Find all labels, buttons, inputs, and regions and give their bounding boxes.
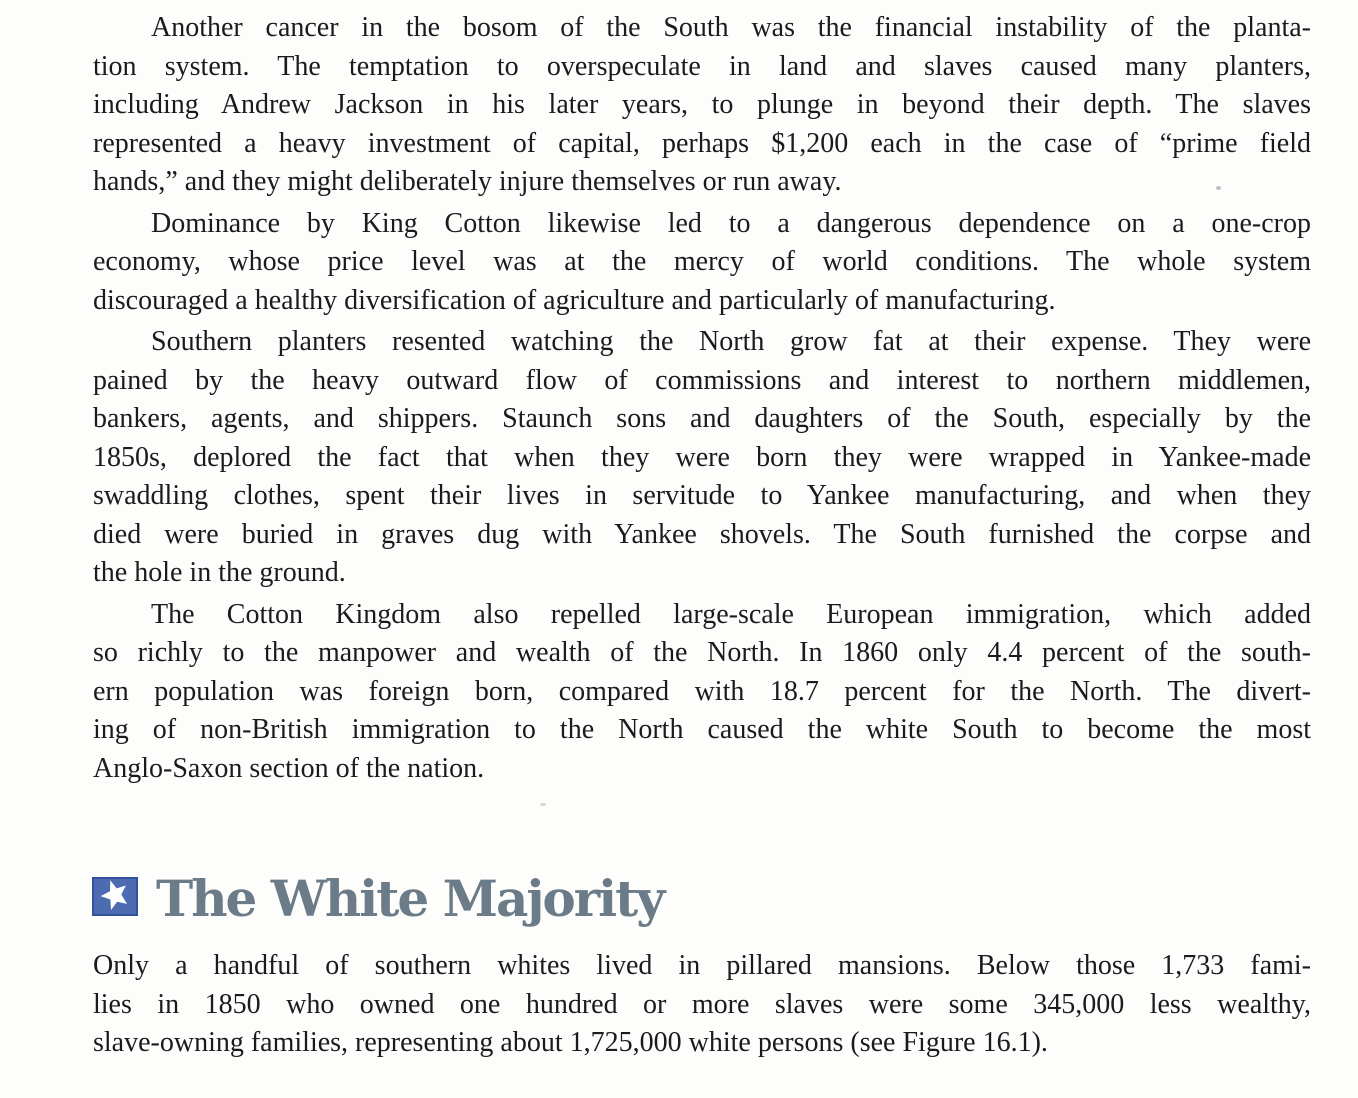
text-line: Southern planters resented watching the North grow fat at their expense. They were bbox=[151, 326, 1311, 357]
text-line: ing of non-British immigration to the North caused the white South to become the most bbox=[93, 714, 1311, 745]
body-text-upper bbox=[93, 9, 1311, 788]
text-line: swaddling clothes, spent their lives in servitude to Yankee manufacturing, and when they bbox=[93, 480, 1311, 511]
scan-artifact-smudge bbox=[540, 803, 546, 806]
paragraph bbox=[93, 596, 1311, 789]
text-line: including Andrew Jackson in his later years, to plunge in beyond their depth. The slaves bbox=[93, 89, 1311, 120]
text-line: lies in 1850 who owned one hundred or more slaves were some 345,000 less wealthy, bbox=[93, 988, 1311, 1020]
section-heading-row bbox=[92, 866, 663, 932]
star-icon bbox=[92, 866, 138, 916]
text-line: bankers, agents, and shippers. Staunch sons and daughters of the South, especially by the bbox=[93, 403, 1311, 434]
paragraph bbox=[93, 205, 1311, 321]
text-line: economy, whose price level was at the mercy of world conditions. The whole system bbox=[93, 246, 1311, 277]
text-line: hands,” and they might deliberately injure themselves or run away. bbox=[93, 166, 842, 197]
text-line: tion system. The temptation to overspeculate in land and slaves caused many planters, bbox=[93, 50, 1311, 82]
text-line: slave-owning families, representing about 1,725,000 white persons (see Figure 16.1). bbox=[93, 1027, 1048, 1058]
paragraph bbox=[93, 323, 1311, 593]
text-line: so richly to the manpower and wealth of the North. In 1860 only 4.4 percent of the south- bbox=[93, 637, 1311, 668]
text-line: discouraged a healthy diversification of agriculture and particularly of manufacturing. bbox=[93, 284, 1056, 316]
paragraph bbox=[93, 9, 1311, 202]
text-line: Another cancer in the bosom of the South was the financial instability of the planta- bbox=[151, 12, 1311, 43]
scan-artifact-dot bbox=[1216, 186, 1221, 190]
text-line: died were buried in graves dug with Yankee shovels. The South furnished the corpse and bbox=[93, 518, 1311, 550]
text-line: Anglo-Saxon section of the nation. bbox=[93, 752, 485, 784]
paragraph bbox=[93, 947, 1311, 1063]
text-line: represented a heavy investment of capital, perhaps $1,200 each in the case of “prime field bbox=[93, 127, 1311, 159]
text-line: ern population was foreign born, compared with 18.7 percent for the North. The divert- bbox=[93, 675, 1311, 707]
text-line: Dominance by King Cotton likewise led to a dangerous dependence on a one-crop bbox=[151, 207, 1311, 239]
text-line: the hole in the ground. bbox=[93, 557, 346, 588]
text-line: Only a handful of southern whites lived in pillared mansions. Below those 1,733 fami- bbox=[93, 950, 1311, 981]
text-line: pained by the heavy outward flow of commissions and interest to northern middlemen, bbox=[93, 364, 1311, 396]
text-line: 1850s, deplored the fact that when they were born they were wrapped in Yankee-made bbox=[93, 441, 1311, 473]
body-text-lower bbox=[93, 947, 1311, 1063]
text-line: The Cotton Kingdom also repelled large-scale European immigration, which added bbox=[151, 598, 1311, 630]
section-heading: The White Majority bbox=[156, 869, 664, 928]
